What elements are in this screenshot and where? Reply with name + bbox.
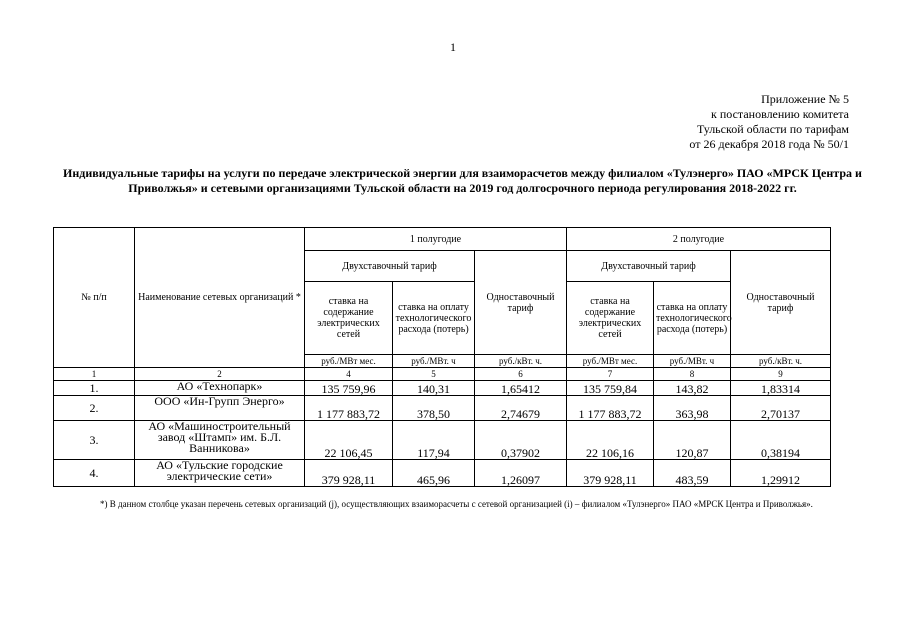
unit-one-2: руб./кВт. ч. <box>731 355 831 368</box>
org-name: АО «Тульские городские электрические сети» <box>135 460 305 487</box>
row-number: 1. <box>54 381 135 396</box>
cell-value: 378,50 <box>393 396 475 421</box>
header-loss-rate-1: ставка на оплату технологического расхода (потерь) <box>393 282 475 355</box>
header-one-part-2: Одноставочный тариф <box>731 251 831 355</box>
appendix-line: Приложение № 5 <box>761 92 849 106</box>
header-loss-rate-2: ставка на оплату технологического расхода (потерь) <box>654 282 731 355</box>
row-number: 2. <box>54 396 135 421</box>
cell-value: 117,94 <box>393 421 475 460</box>
cell-value: 22 106,45 <box>305 421 393 460</box>
org-name: ООО «Ин-Групп Энерго» <box>135 396 305 421</box>
header-one-part-1: Одноставочный тариф <box>475 251 567 355</box>
appendix-line: Тульской области по тарифам <box>696 122 849 136</box>
cell-value: 1,83314 <box>731 381 831 396</box>
col-index: 9 <box>731 368 831 381</box>
cell-value: 379 928,11 <box>305 460 393 487</box>
cell-value: 135 759,96 <box>305 381 393 396</box>
table-row <box>54 460 831 487</box>
appendix-header <box>689 92 849 152</box>
org-name: АО «Машиностроительный завод «Штамп» им. Б.Л. Ванникова» <box>135 421 305 460</box>
unit-maint-1: руб./МВт мес. <box>305 355 393 368</box>
cell-value: 1 177 883,72 <box>305 396 393 421</box>
col-index: 8 <box>654 368 731 381</box>
unit-loss-1: руб./МВт. ч <box>393 355 475 368</box>
col-index: 6 <box>475 368 567 381</box>
header-two-part-1: Двухставочный тариф <box>305 251 475 282</box>
cell-value: 1,29912 <box>731 460 831 487</box>
cell-value: 2,74679 <box>475 396 567 421</box>
col-index: 2 <box>135 368 305 381</box>
table-row <box>54 421 831 460</box>
tariff-table <box>53 227 831 487</box>
cell-value: 2,70137 <box>731 396 831 421</box>
header-two-part-2: Двухставочный тариф <box>567 251 731 282</box>
footnote-text: *) В данном столбце указан перечень сетевых организаций (j), осуществляющих взаиморасчеты с сетевой организацией (i) – филиалом «Тулэнерго» ПАО «МРСК Центра и Приволжья». <box>100 499 813 509</box>
col-index: 4 <box>305 368 393 381</box>
col-index: 1 <box>54 368 135 381</box>
cell-value: 1 177 883,72 <box>567 396 654 421</box>
unit-maint-2: руб./МВт мес. <box>567 355 654 368</box>
cell-value: 0,37902 <box>475 421 567 460</box>
row-number: 4. <box>54 460 135 487</box>
cell-value: 1,26097 <box>475 460 567 487</box>
cell-value: 0,38194 <box>731 421 831 460</box>
appendix-line: к постановлению комитета <box>711 107 849 121</box>
unit-loss-2: руб./МВт. ч <box>654 355 731 368</box>
cell-value: 140,31 <box>393 381 475 396</box>
table-row <box>54 396 831 421</box>
cell-value: 379 928,11 <box>567 460 654 487</box>
footnote <box>60 498 845 510</box>
row-number: 3. <box>54 421 135 460</box>
cell-value: 363,98 <box>654 396 731 421</box>
cell-value: 135 759,84 <box>567 381 654 396</box>
header-half-2: 2 полугодие <box>567 228 831 251</box>
header-maint-rate-2: ставка на содержание электрических сетей <box>567 282 654 355</box>
unit-one-1: руб./кВт. ч. <box>475 355 567 368</box>
appendix-line: от 26 декабря 2018 года № 50/1 <box>689 137 849 151</box>
cell-value: 22 106,16 <box>567 421 654 460</box>
cell-value: 120,87 <box>654 421 731 460</box>
org-name: АО «Технопарк» <box>135 381 305 396</box>
cell-value: 143,82 <box>654 381 731 396</box>
document-title: Индивидуальные тарифы на услуги по передаче электрической энергии для взаиморасчетов между филиалом «Тулэнерго» ПАО «МРСК Центра и Приволжья» и сетевыми организациями Тульской области на 2019 год долгосрочного периода регулирования 2018-2022 гг. <box>63 166 862 195</box>
page-number: 1 <box>450 40 456 54</box>
col-index: 7 <box>567 368 654 381</box>
col-header-number: № п/п <box>54 228 135 368</box>
header-half-1: 1 полугодие <box>305 228 567 251</box>
cell-value: 1,65412 <box>475 381 567 396</box>
cell-value: 483,59 <box>654 460 731 487</box>
col-index: 5 <box>393 368 475 381</box>
col-header-name: Наименование сетевых организаций * <box>135 228 305 368</box>
cell-value: 465,96 <box>393 460 475 487</box>
header-maint-rate-1: ставка на содержание электрических сетей <box>305 282 393 355</box>
